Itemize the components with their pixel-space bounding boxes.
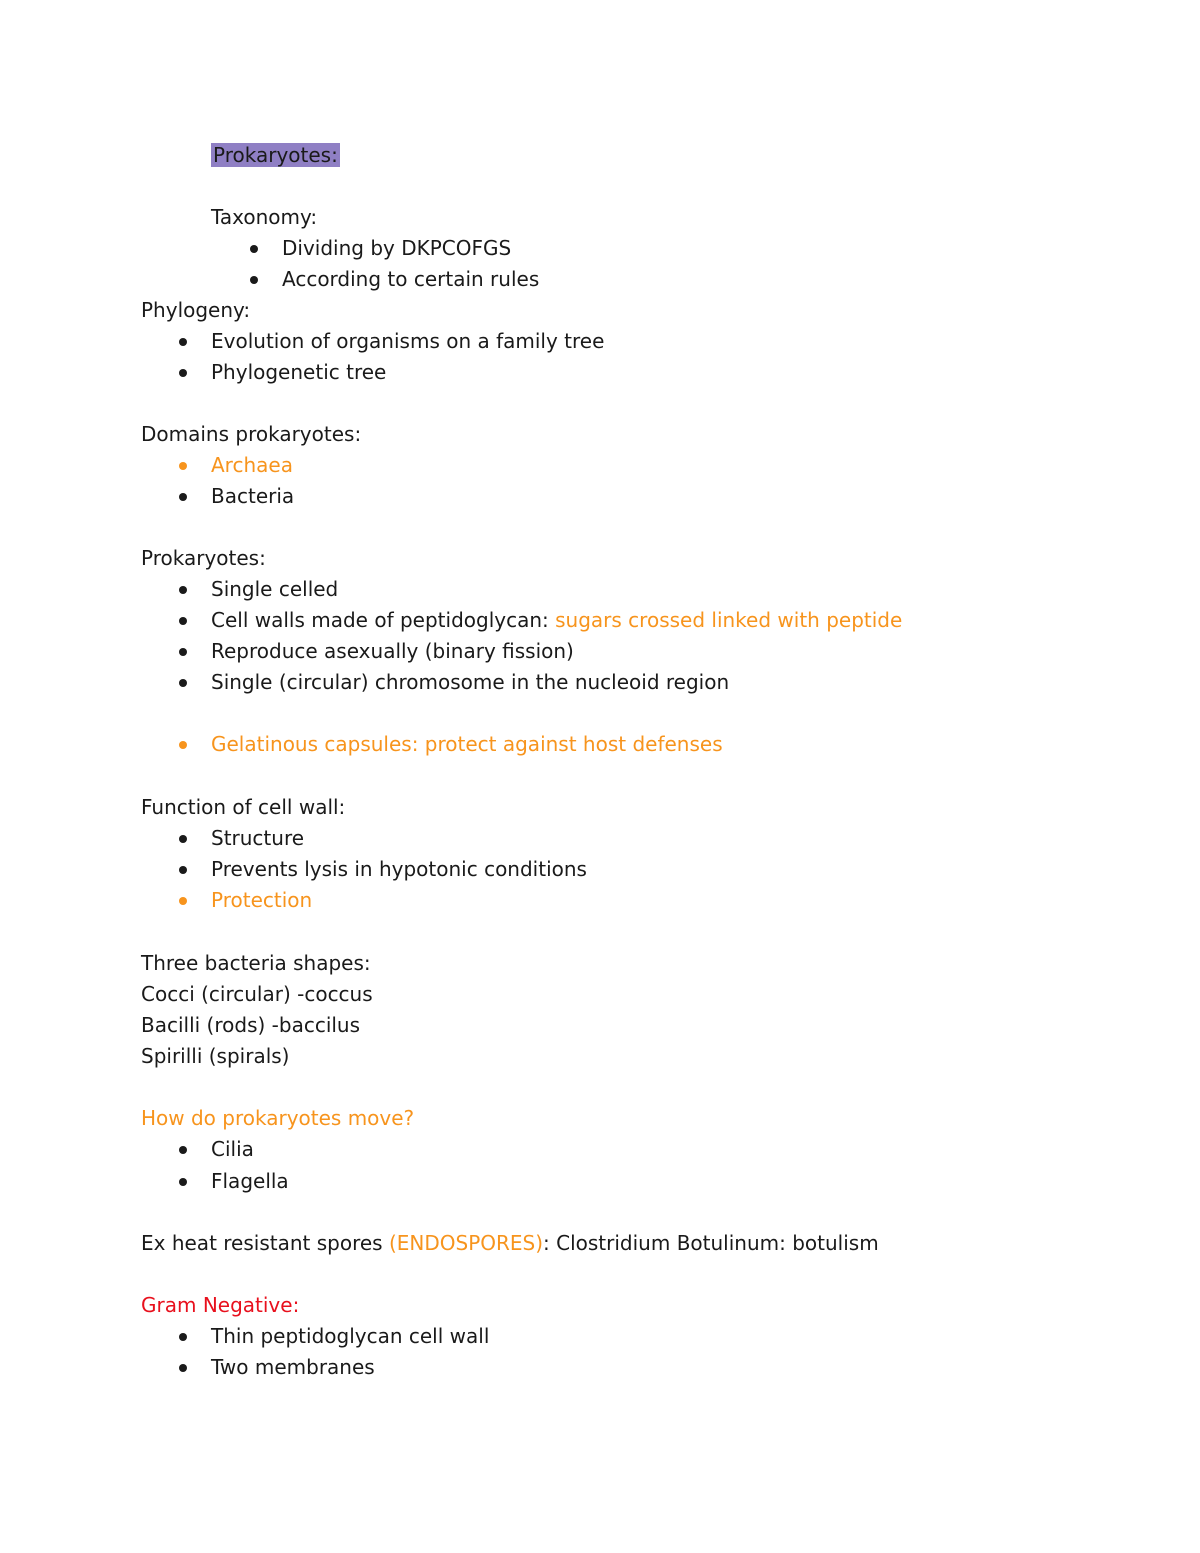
list-item: Prevents lysis in hypotonic conditions	[211, 857, 587, 881]
list-item: Archaea	[211, 453, 293, 477]
cell-wall-heading: Function of cell wall:	[141, 795, 346, 819]
bullet-icon	[179, 493, 187, 501]
shape-line: Spirilli (spirals)	[141, 1044, 290, 1068]
peptide-note: sugars crossed linked with peptide	[555, 608, 903, 632]
list-item: Phylogenetic tree	[211, 360, 387, 384]
list-item: According to certain rules	[282, 267, 540, 291]
bullet-icon	[179, 1364, 187, 1372]
spores-text: Ex heat resistant spores	[141, 1231, 389, 1255]
shape-line: Cocci (circular) -coccus	[141, 982, 373, 1006]
page-title	[211, 140, 340, 171]
bullet-icon	[179, 369, 187, 377]
shapes-heading: Three bacteria shapes:	[141, 951, 371, 975]
gram-negative-heading: Gram Negative:	[141, 1293, 300, 1317]
bullet-icon	[179, 648, 187, 656]
bullet-icon	[179, 679, 187, 687]
list-item: Dividing by DKPCOFGS	[282, 236, 512, 260]
prokaryotes-heading: Prokaryotes:	[141, 546, 266, 570]
list-item: Gelatinous capsules: protect against host defenses	[211, 732, 723, 756]
taxonomy-heading: Taxonomy:	[211, 205, 318, 229]
bullet-icon	[179, 338, 187, 346]
list-item: Single (circular) chromosome in the nucleoid region	[211, 670, 730, 694]
list-item: Bacteria	[211, 484, 295, 508]
bullet-icon	[179, 617, 187, 625]
list-item: Two membranes	[211, 1355, 375, 1379]
spores-example: : Clostridium Botulinum: botulism	[543, 1231, 879, 1255]
spores-line	[141, 1228, 879, 1259]
bullet-icon	[179, 586, 187, 594]
bullet-icon	[179, 741, 187, 749]
list-item: Evolution of organisms on a family tree	[211, 329, 605, 353]
bullet-icon	[250, 276, 258, 284]
movement-heading: How do prokaryotes move?	[141, 1106, 415, 1130]
bullet-icon	[179, 1333, 187, 1341]
list-item: Flagella	[211, 1169, 289, 1193]
shape-line: Bacilli (rods) -baccilus	[141, 1013, 361, 1037]
list-item: Single celled	[211, 577, 339, 601]
list-item: Structure	[211, 826, 305, 850]
bullet-icon	[179, 835, 187, 843]
bullet-icon	[179, 1178, 187, 1186]
bullet-icon	[179, 462, 187, 470]
list-item: Reproduce asexually (binary fission)	[211, 639, 574, 663]
list-item	[211, 605, 902, 636]
list-item: Protection	[211, 888, 313, 912]
bullet-icon	[179, 897, 187, 905]
cell-wall-text: Cell walls made of peptidoglycan:	[211, 608, 556, 632]
bullet-icon	[179, 1146, 187, 1154]
bullet-icon	[250, 245, 258, 253]
list-item: Thin peptidoglycan cell wall	[211, 1324, 490, 1348]
endospores-term: (ENDOSPORES)	[388, 1231, 544, 1255]
bullet-icon	[179, 866, 187, 874]
list-item: Cilia	[211, 1137, 254, 1161]
title-highlight: Prokaryotes:	[213, 143, 338, 167]
phylogeny-heading: Phylogeny:	[141, 298, 251, 322]
domains-heading: Domains prokaryotes:	[141, 422, 362, 446]
